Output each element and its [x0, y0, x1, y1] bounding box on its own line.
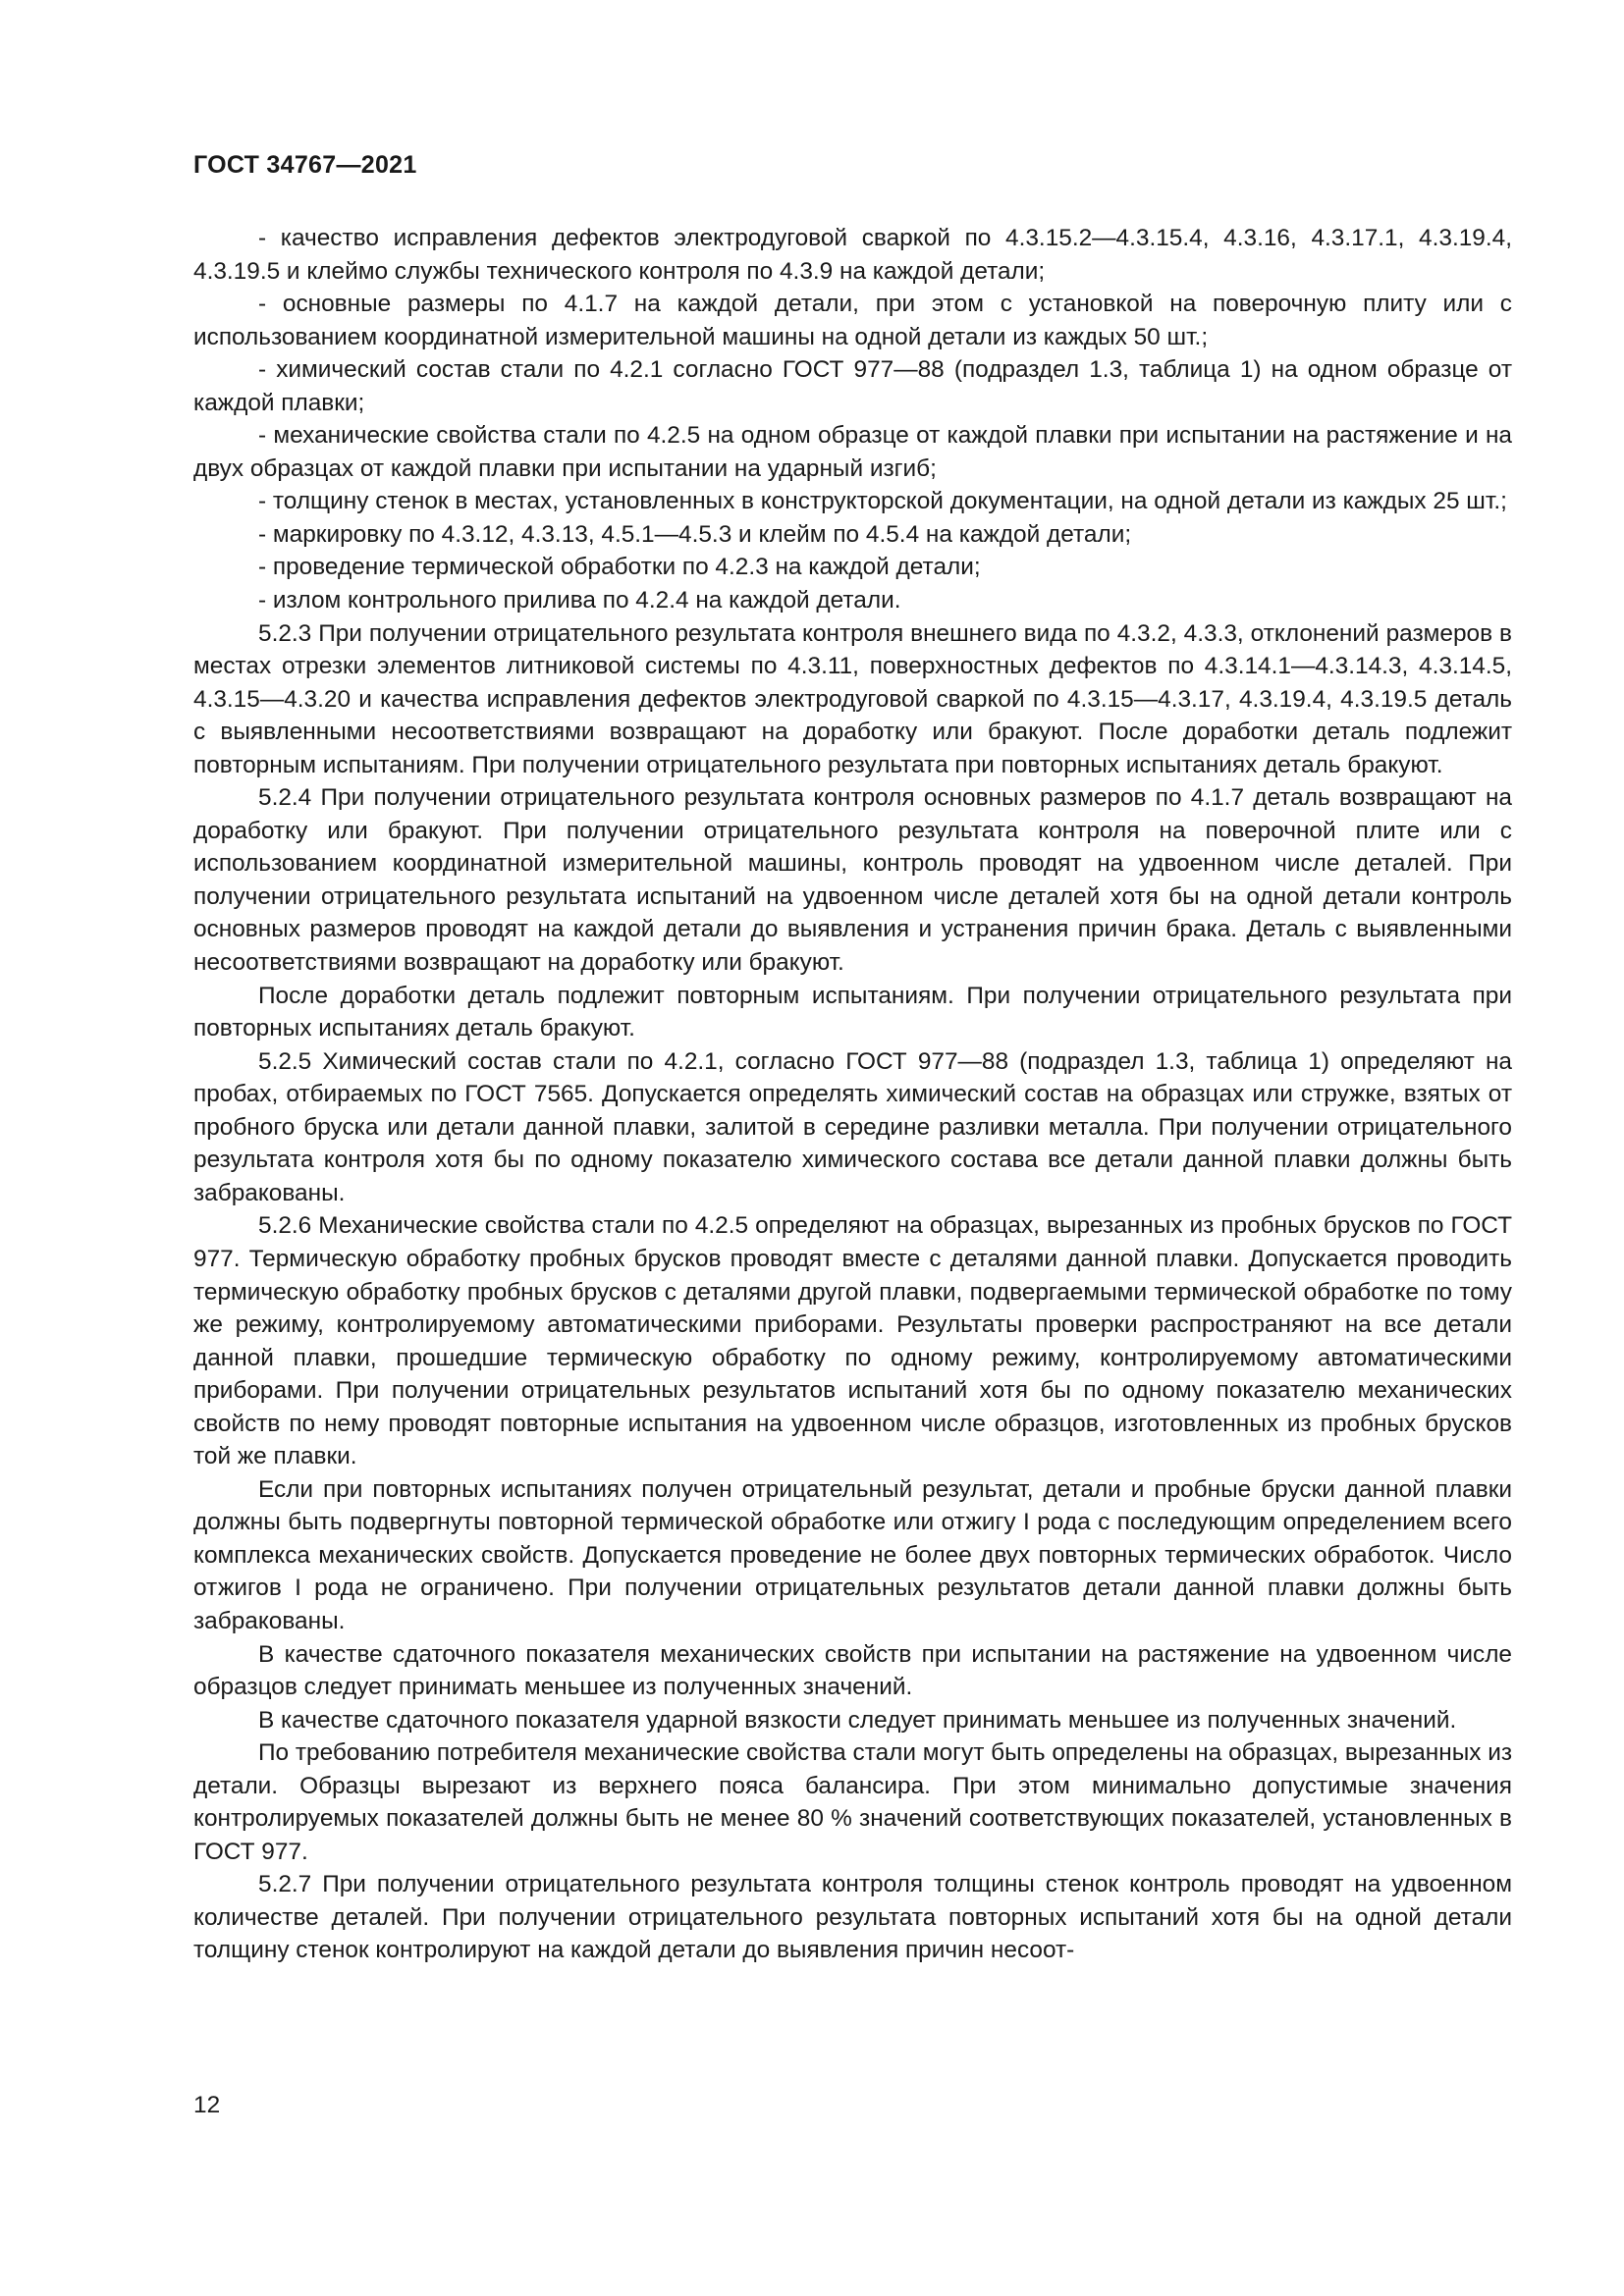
paragraph: - химический состав стали по 4.2.1 согласно ГОСТ 977—88 (подраздел 1.3, таблица 1) на одном образце от каждой плавки; [193, 356, 1512, 416]
paragraph: - маркировку по 4.3.12, 4.3.13, 4.5.1—4.5.3 и клейм по 4.5.4 на каждой детали; [258, 520, 1132, 548]
paragraph: 5.2.4 При получении отрицательного результата контроля основных размеров по 4.1.7 деталь возвращают на доработку или бракуют. При получении отрицательного результата контроля на поверочной плите или с использованием координатной измерительной машины, контроль проводят на удвоенном числе деталей. При получении отрицательного результата испытаний на удвоенном числе деталей хотя бы на одной детали контроль основных размеров проводят на каждой детали до выявления и устранения причин брака. Деталь с выявленными несоответствиями возвращают на доработку или бракуют. [193, 784, 1512, 977]
paragraph: - качество исправления дефектов электродуговой сваркой по 4.3.15.2—4.3.15.4, 4.3.16, 4.3.17.1, 4.3.19.4, 4.3.19.5 и клеймо службы технического контроля по 4.3.9 на каждой детали; [193, 225, 1512, 285]
paragraph: После доработки деталь подлежит повторным испытаниям. При получении отрицательного результата при повторных испытаниях деталь бракуют. [193, 982, 1512, 1042]
document-header: ГОСТ 34767—2021 [193, 151, 417, 179]
page-number: 12 [193, 2092, 221, 2118]
paragraph: 5.2.3 При получении отрицательного результата контроля внешнего вида по 4.3.2, 4.3.3, отклонений размеров в местах отрезки элементов литниковой системы по 4.3.11, поверхностных дефектов по 4.3.14.1—4.3.14.3, 4.3.14.5, 4.3.15—4.3.20 и качества исправления дефектов электродуговой сваркой по 4.3.15—4.3.17, 4.3.19.4, 4.3.19.5 деталь с выявленными несоответствиями возвращают на доработку или бракуют. После доработки деталь подлежит повторным испытаниям. При получении отрицательного результата при повторных испытаниях деталь бракуют. [193, 619, 1512, 778]
paragraph: - механические свойства стали по 4.2.5 на одном образце от каждой плавки при испытании на растяжение и на двух образцах от каждой плавки при испытании на ударный изгиб; [193, 422, 1512, 482]
paragraph: - излом контрольного прилива по 4.2.4 на каждой детали. [258, 587, 901, 614]
paragraph: - толщину стенок в местах, установленных в конструкторской документации, на одной детали из каждых 25 шт.; [258, 488, 1507, 515]
paragraph: - проведение термической обработки по 4.2.3 на каждой детали; [258, 554, 981, 581]
paragraph: - основные размеры по 4.1.7 на каждой детали, при этом с установкой на поверочную плиту или с использованием координатной измерительной машины на одной детали из каждых 50 шт.; [193, 291, 1512, 350]
paragraph: 5.2.5 Химический состав стали по 4.2.1, согласно ГОСТ 977—88 (подраздел 1.3, таблица 1) определяют на пробах, отбираемых по ГОСТ 7565. Допускается определять химический состав на образцах или стружке, взятых от пробного бруска или детали данной плавки, залитой в середине разливки металла. При получении отрицательного результата контроля хотя бы по одному показателю химического состава все детали данной плавки должны быть забракованы. [193, 1047, 1512, 1206]
paragraph: 5.2.7 При получении отрицательного результата контроля толщины стенок контроль проводят на удвоенном количестве деталей. При получении отрицательного результата повторных испытаний хотя бы на одной детали толщину стенок контролируют на каждой детали до выявления причин несоот- [193, 1871, 1512, 1964]
paragraph: По требованию потребителя механические свойства стали могут быть определены на образцах, вырезанных из детали. Образцы вырезают из верхнего пояса балансира. При этом минимально допустимые значения контролируемых показателей должны быть не менее 80 % значений соответствующих показателей, установленных в ГОСТ 977. [193, 1739, 1513, 1865]
document-body [193, 222, 1512, 1967]
paragraph: В качестве сдаточного показателя механических свойств при испытании на растяжение на удвоенном числе образцов следует принимать меньшее из полученных значений. [193, 1640, 1512, 1701]
paragraph: 5.2.6 Механические свойства стали по 4.2.5 определяют на образцах, вырезанных из пробных брусков по ГОСТ 977. Термическую обработку пробных брусков проводят вместе с деталями данной плавки. Допускается проводить термическую обработку пробных брусков с деталями другой плавки, подвергаемыми термической обработке по тому же режиму, контролируемому автоматическими приборами. Результаты проверки распространяют на все детали данной плавки, прошедшие термическую обработку по одному режиму, контролируемому автоматическими приборами. При получении отрицательных результатов испытаний хотя бы по одному показателю механических свойств по нему проводят повторные испытания на удвоенном числе образцов, изготовленных из пробных брусков той же плавки. [193, 1212, 1512, 1470]
paragraph: В качестве сдаточного показателя ударной вязкости следует принимать меньшее из полученных значений. [258, 1706, 1457, 1734]
paragraph: Если при повторных испытаниях получен отрицательный результат, детали и пробные бруски данной плавки должны быть подвергнуты повторной термической обработке или отжигу I рода с последующим определением всего комплекса механических свойств. Допускается проведение не более двух повторных термических обработок. Число отжигов I рода не ограничено. При получении отрицательных результатов детали данной плавки должны быть забракованы. [193, 1475, 1512, 1634]
